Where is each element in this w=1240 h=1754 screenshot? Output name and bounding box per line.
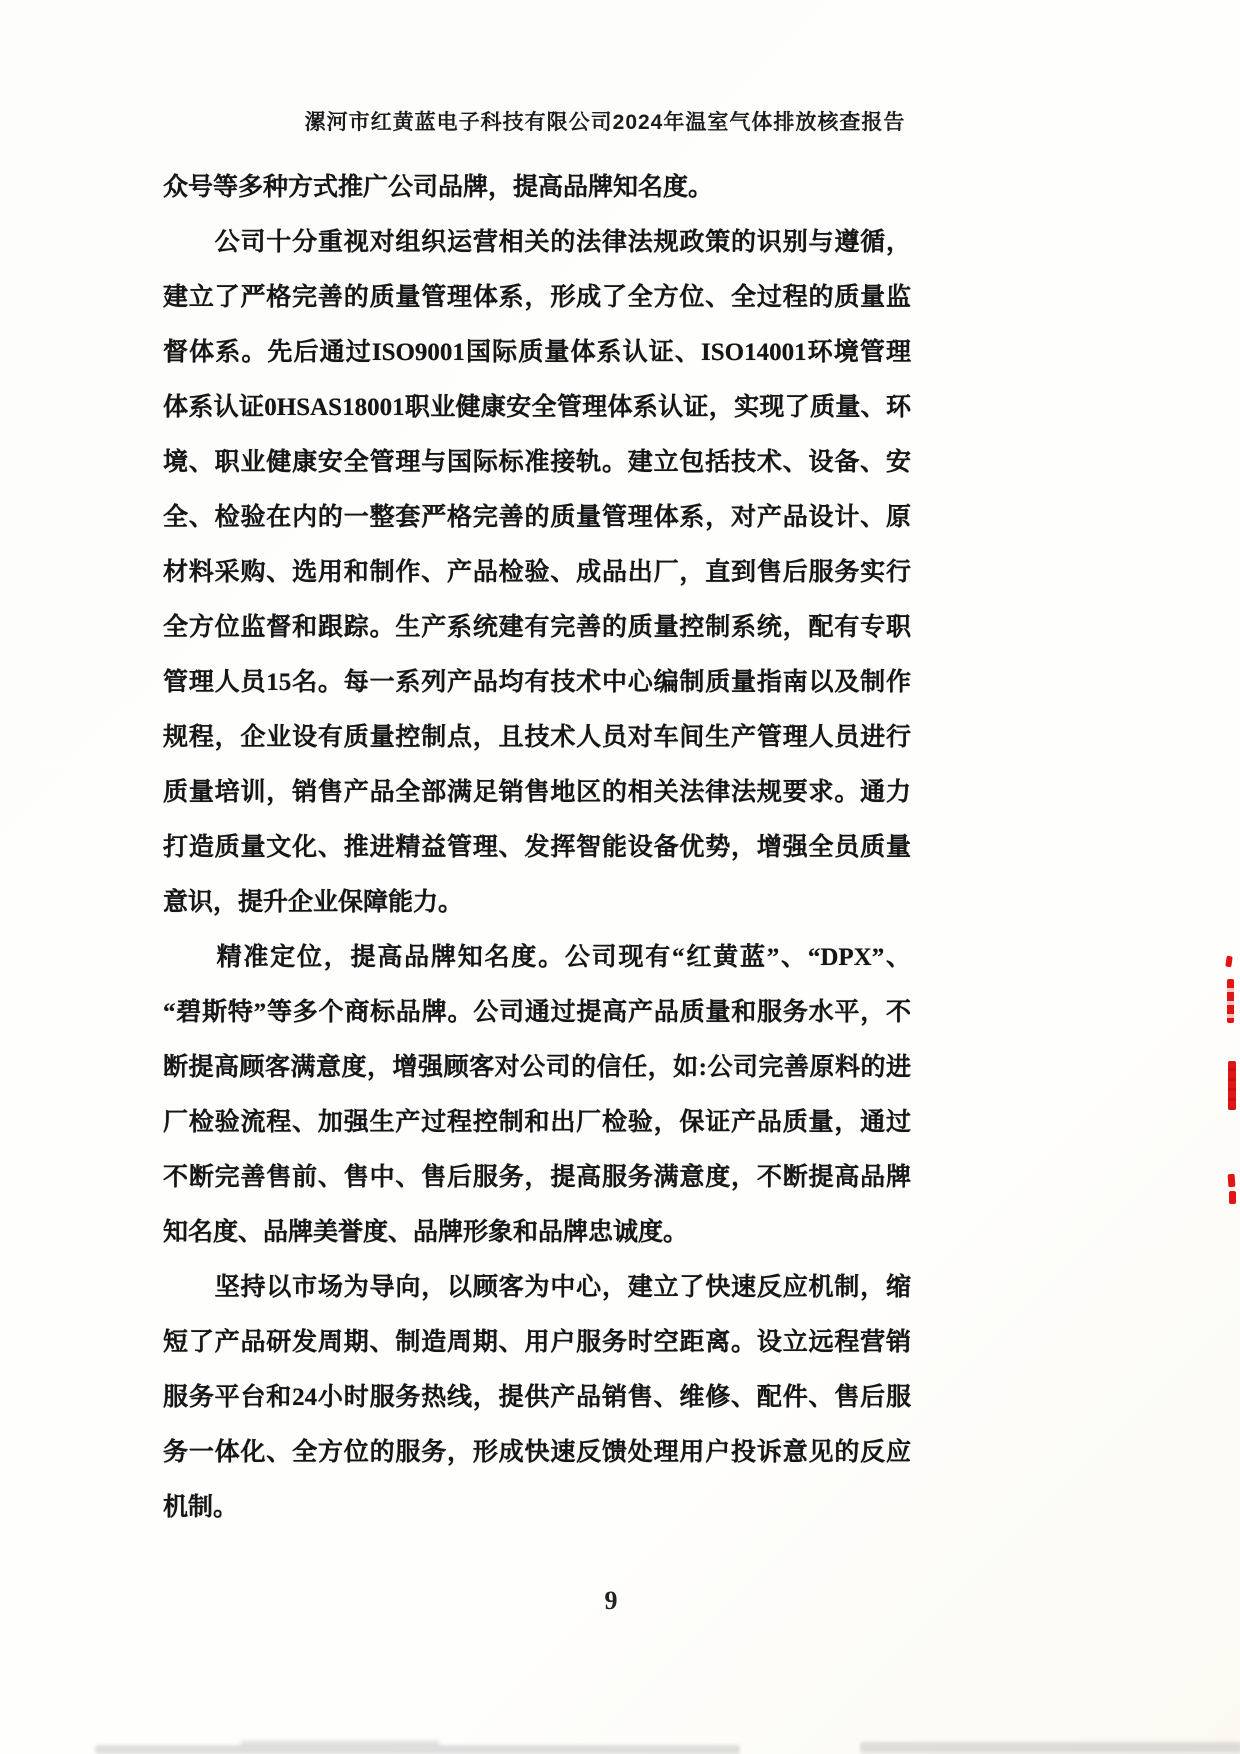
text-line: 管理人员15名。每一系列产品均有技术中心编制质量指南以及制作: [163, 669, 911, 696]
text-line: 材料采购、选用和制作、产品检验、成品出厂，直到售后服务实行: [163, 559, 911, 586]
scan-smudge: [240, 1740, 440, 1746]
red-ink-mark: [1229, 1191, 1236, 1204]
text-line: 全、检验在内的一整套严格完善的质量管理体系，对产品设计、原: [163, 504, 911, 531]
text-line: 体系认证0HSAS18001职业健康安全管理体系认证，实现了质量、环: [163, 394, 911, 421]
text-line: 规程，企业设有质量控制点，且技术人员对车间生产管理人员进行: [163, 724, 911, 751]
text-line: 短了产品研发周期、制造周期、用户服务时空距离。设立远程营销: [163, 1329, 911, 1356]
text-line: 境、职业健康安全管理与国际标准接轨。建立包括技术、设备、安: [163, 449, 911, 476]
red-ink-mark: [1228, 1061, 1236, 1110]
text-line: 建立了严格完善的质量管理体系，形成了全方位、全过程的质量监: [163, 284, 911, 311]
text-line: 坚持以市场为导向，以顾客为中心，建立了快速反应机制，缩: [163, 1274, 911, 1301]
scan-smudge: [95, 1745, 740, 1754]
scan-smudge: [860, 1742, 1240, 1753]
text-line: 全方位监督和跟踪。生产系统建有完善的质量控制系统，配有专职: [163, 614, 911, 641]
text-line: 公司十分重视对组织运营相关的法律法规政策的识别与遵循，: [163, 229, 911, 256]
text-line: 厂检验流程、加强生产过程控制和出厂检验，保证产品质量，通过: [163, 1109, 911, 1136]
text-line: 务一体化、全方位的服务，形成快速反馈处理用户投诉意见的反应: [163, 1439, 911, 1466]
text-line: 精准定位，提高品牌知名度。公司现有“红黄蓝”、“DPX”、: [163, 944, 911, 971]
text-line: 众号等多种方式推广公司品牌，提高品牌知名度。: [163, 174, 714, 201]
page-number: 9: [604, 1586, 618, 1615]
text-line: 督体系。先后通过ISO9001国际质量体系认证、ISO14001环境管理: [163, 339, 911, 366]
text-line: 意识，提升企业保障能力。: [163, 889, 464, 916]
text-line: 断提高顾客满意度，增强顾客对公司的信任，如:公司完善原料的进: [163, 1054, 911, 1081]
red-ink-mark: [1225, 956, 1232, 968]
text-line: 知名度、品牌美誉度、品牌形象和品牌忠诚度。: [163, 1219, 689, 1246]
text-line: 质量培训，销售产品全部满足销售地区的相关法律法规要求。通力: [163, 779, 911, 806]
body-text: [163, 160, 911, 1535]
text-line: 不断完善售前、售中、售后服务，提高服务满意度，不断提高品牌: [163, 1164, 911, 1191]
text-line: 机制。: [163, 1494, 239, 1521]
red-ink-mark: [1228, 1174, 1236, 1187]
report-header: 漯河市红黄蓝电子科技有限公司2024年温室气体排放核查报告: [304, 111, 906, 134]
text-line: 打造质量文化、推进精益管理、发挥智能设备优势，增强全员质量: [163, 834, 911, 861]
red-ink-mark: [1227, 979, 1234, 1023]
text-line: “碧斯特”等多个商标品牌。公司通过提高产品质量和服务水平，不: [163, 999, 911, 1026]
text-line: 服务平台和24小时服务热线，提供产品销售、维修、配件、售后服: [163, 1384, 911, 1411]
